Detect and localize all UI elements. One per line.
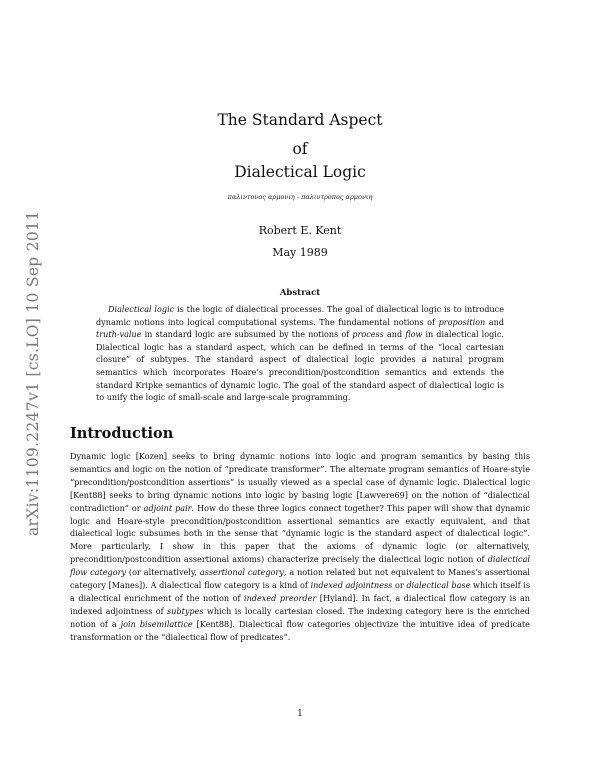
abstract-text-span: in dialectical logic. Dialectical logic has a standard aspect, which can be defined in terms of the “local cartesian closure” of subtypes. The standard aspect of dialectical logic provides a natural program semantics which incorporates Hoare’s precondition/postcondition semantics and extends the standard Kripke semantics of dynamic logic. The goal of the standard aspect of dialectical logic is to unify the logic of small-scale and large-scale programming. — [96, 329, 504, 403]
introduction-text-span: which itself is a dialectical enrichment of the notion of — [70, 580, 531, 603]
introduction-text-span: dialectical flow category — [70, 554, 530, 578]
abstract-text-span: proposition — [438, 316, 486, 327]
introduction-text-span: , a notion related but not equivalent to Manes’s assertional category [Manes]). A dialectical flow category is a kind of — [70, 567, 531, 591]
introduction-paragraph — [70, 450, 530, 644]
introduction-heading: Introduction — [70, 425, 174, 442]
greek-subtitle: παλιντονος αρμονιη - παλιντροπος αρμονιη — [227, 193, 373, 201]
abstract-text-span: and — [383, 329, 406, 340]
introduction-text-span: dialectical base — [406, 580, 471, 591]
introduction-text-span: adjoint pair — [143, 502, 192, 513]
introduction-text-span: . How do these three logics connect together? This paper will show that dynamic logic and Hoare-style precondition/postcondition assertional semantics are exactly equivalent, and that dialectical logic subsumes both in the sense that “dynamic logic is the standard aspect of dialectical logic”. More particularly, I show in this paper that the axioms of dynamic logic (or alternatively, precondition/postcondition assertional axioms) characterize precisely the dialectical logic notion of — [70, 502, 530, 565]
abstract-text-span: truth-value — [96, 329, 142, 340]
abstract-text-span: and — [485, 316, 504, 327]
introduction-text-span: join bisemilattice — [120, 618, 193, 629]
abstract-text-span: is the logic of dialectical processes. The goal of dialectical logic is to introduce dynamic notions into logical computational systems. The fundamental notions of — [96, 304, 504, 327]
abstract-text-span: Dialectical logic — [108, 304, 175, 314]
arxiv-identifier: arXiv:1109.2247v1 [cs.LO] 10 Sep 2011 — [24, 210, 42, 536]
publication-date: May 1989 — [272, 246, 328, 259]
title-line-1: The Standard Aspect — [217, 111, 383, 129]
introduction-text-span: (or alternatively, — [126, 567, 200, 578]
abstract-text-span: flow — [405, 329, 423, 340]
introduction-text-span: [Kent88]. Dialectical flow categories objectivize the intuitive idea of predicate transformation or the “dialectical flow of predicates”. — [70, 618, 530, 642]
introduction-text-span: subtypes — [167, 605, 204, 616]
abstract-body — [96, 303, 504, 404]
introduction-text-span: which is locally cartesian closed. The indexing category here is the enriched notion of a — [70, 605, 530, 629]
introduction-text-span: [Hyland]. In fact, a dialectical flow category is an indexed adjointness of — [70, 592, 530, 616]
abstract-text-span: process — [352, 329, 384, 340]
title-line-3: Dialectical Logic — [234, 163, 366, 181]
introduction-text-span: indexed adjointness — [310, 580, 393, 591]
title-line-2: of — [292, 140, 308, 158]
introduction-text-span: or — [392, 580, 407, 591]
introduction-text-span: Dynamic logic [Kozen] seeks to bring dynamic notions into logic and program semantics by basing this semantics and logic on the notion of “predicate transformer”. The alternate program semantics of Hoare-style “precondition/postcondition assertions” is usually viewed as a special case of dynamic logic. Dialectical logic [Kent88] seeks to bring dynamic notions into logic by basing logic [Lawvere69] on the notion of “dialectical contradiction” or — [70, 451, 530, 513]
abstract-text-span: in standard logic are subsumed by the notions of — [141, 329, 353, 340]
abstract-paragraph — [96, 303, 504, 404]
author-name: Robert E. Kent — [258, 224, 342, 237]
page-number: 1 — [297, 709, 303, 719]
introduction-text-span: assertional category — [199, 567, 284, 578]
introduction-text-span: indexed preorder — [244, 592, 317, 603]
abstract-heading: Abstract — [279, 288, 321, 298]
introduction-body — [70, 450, 530, 644]
